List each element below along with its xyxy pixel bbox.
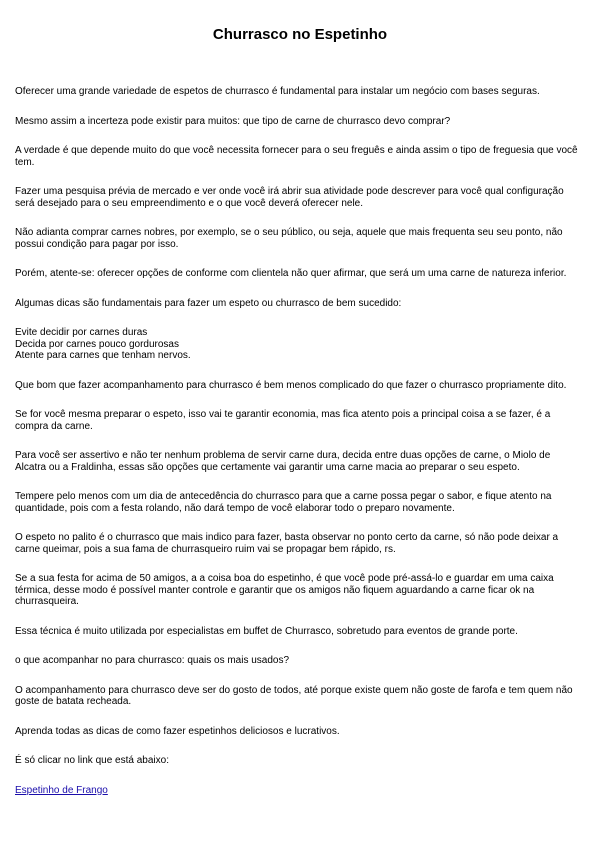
tips-list xyxy=(15,327,585,362)
paragraph-12: O espeto no palito é o churrasco que mais indico para fazer, basta observar no ponto certo da carne, só não pode deixar a carne queimar, pois a sua fama de churrasqueiro ruim vai se propagar bem rápido, rs. xyxy=(15,532,559,555)
paragraph-16: O acompanhamento para churrasco deve ser do gosto de todos, até porque existe quem não goste de farofa e tem quem não goste de batata recheada. xyxy=(15,684,573,707)
paragraph-2: Mesmo assim a incerteza pode existir para muitos: que tipo de carne de churrasco devo comprar? xyxy=(15,115,451,127)
paragraph-4: Fazer uma pesquisa prévia de mercado e ver onde você irá abrir sua atividade pode descrever para você qual configuração será desejado para o seu empreendimento e o que você deverá oferecer nele. xyxy=(15,186,564,209)
paragraph-5: Não adianta comprar carnes nobres, por exemplo, se o seu público, ou seja, aquele que mais frequenta seu seu ponto, não possui condição para pagar por isso. xyxy=(15,227,563,250)
paragraph-13: Se a sua festa for acima de 50 amigos, a a coisa boa do espetinho, é que você pode pré-assá-lo e guardar em uma caixa térmica, desse modo é possível manter controle e garantir que os amigos não fiquem aguardando a carne ficar ok na churrasqueira. xyxy=(15,573,554,607)
paragraph-7: Algumas dicas são fundamentais para fazer um espeto ou churrasco de bem sucedido: xyxy=(15,297,402,309)
tip-item: Evite decidir por carnes duras xyxy=(15,327,148,338)
document-content xyxy=(15,86,585,796)
paragraph-1: Oferecer uma grande variedade de espetos de churrasco é fundamental para instalar um negócio com bases seguras. xyxy=(15,86,540,97)
paragraph-15: o que acompanhar no para churrasco: quais os mais usados? xyxy=(15,655,290,666)
paragraph-18: É só clicar no link que está abaixo: xyxy=(15,755,169,766)
link-paragraph xyxy=(15,785,585,797)
tip-item: Decida por carnes pouco gordurosas xyxy=(15,338,179,350)
paragraph-8: Que bom que fazer acompanhamento para churrasco é bem menos complicado do que fazer o churrasco propriamente dito. xyxy=(15,379,567,391)
paragraph-11: Tempere pelo menos com um dia de antecedência do churrasco para que a carne possa pegar o sabor, e fique atento na quantidade, pois com a festa rolando, não dará tempo de você elaborar todo o preparo novamente. xyxy=(15,491,552,514)
paragraph-6: Porém, atente-se: oferecer opções de conforme com clientela não quer afirmar, que será um uma carne de natureza inferior. xyxy=(15,268,567,279)
paragraph-3: A verdade é que depende muito do que você necessita fornecer para o seu freguês e ainda assim o tipo de freguesia que você tem. xyxy=(15,145,578,168)
page-title: Churrasco no Espetinho xyxy=(212,26,388,43)
espetinho-de-frango-link[interactable]: Espetinho de Frango xyxy=(15,784,108,796)
paragraph-14: Essa técnica é muito utilizada por especialistas em buffet de Churrasco, sobretudo para eventos de grande porte. xyxy=(15,625,518,637)
tip-item: Atente para carnes que tenham nervos. xyxy=(15,350,191,361)
paragraph-17: Aprenda todas as dicas de como fazer espetinhos deliciosos e lucrativos. xyxy=(15,725,340,737)
paragraph-10: Para você ser assertivo e não ter nenhum problema de servir carne dura, decida entre duas opções de carne, o Miolo de Alcatra ou a Fraldinha, essas são opções que certamente vai garantir uma carne macia ao preparar o seu espeto. xyxy=(15,450,551,473)
paragraph-9: Se for você mesma preparar o espeto, isso vai te garantir economia, mas fica atento pois a principal coisa a se fazer, é a compra da carne. xyxy=(15,409,551,432)
